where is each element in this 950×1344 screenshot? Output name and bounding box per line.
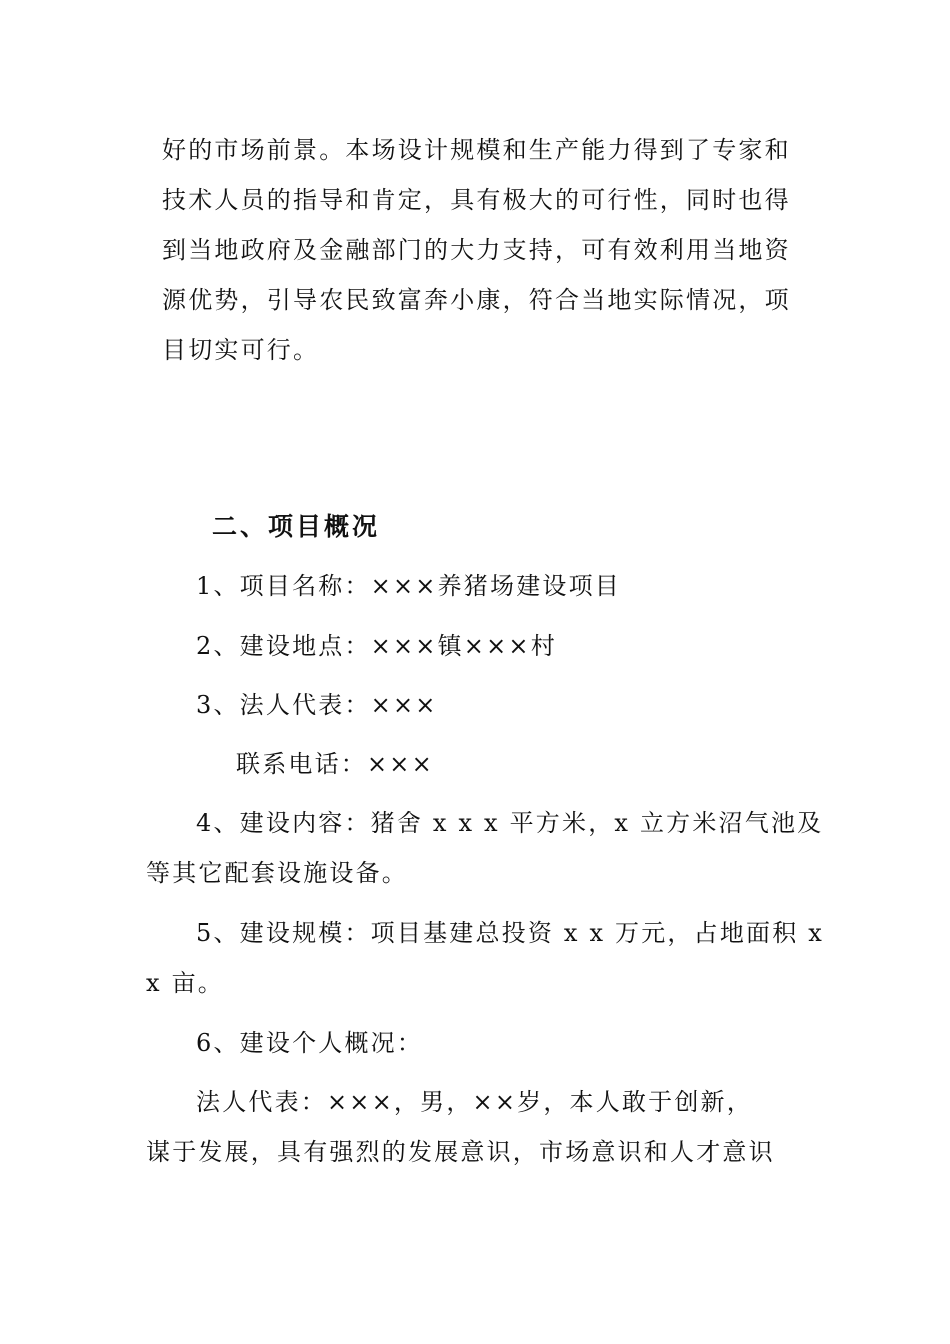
scale-item-line: 5、建设规模：项目基建总投资 x x 万元，占地面积 x	[196, 919, 824, 947]
content-item-line: 4、建设内容：猪舍 x x x 平方米，x 立方米沼气池及	[196, 809, 824, 837]
section-heading: 二、项目概况	[212, 512, 381, 541]
paragraph-line: 技术人员的指导和肯定，具有极大的可行性，同时也得	[162, 186, 791, 214]
content-item-line: 等其它配套设施设备。	[146, 859, 408, 887]
location-item: 2、建设地点：×××镇×××村	[196, 632, 557, 660]
paragraph-line: 目切实可行。	[162, 336, 320, 364]
individual-line: 法人代表：×××，男，××岁，本人敢于创新，	[196, 1088, 753, 1116]
individual-line: 谋于发展，具有强烈的发展意识，市场意识和人才意识	[146, 1138, 775, 1166]
paragraph-line: 源优势，引导农民致富奔小康，符合当地实际情况，项	[162, 286, 791, 314]
legal-rep-item: 3、法人代表：×××	[196, 691, 438, 719]
individual-heading: 6、建设个人概况：	[196, 1029, 424, 1057]
paragraph-line: 到当地政府及金融部门的大力支持，可有效利用当地资	[162, 236, 791, 264]
phone-item: 联系电话：×××	[236, 750, 434, 778]
paragraph-line: 好的市场前景。本场设计规模和生产能力得到了专家和	[162, 136, 791, 164]
scale-item-line: x 亩。	[146, 969, 224, 997]
project-name-item: 1、项目名称：×××养猪场建设项目	[196, 572, 621, 600]
